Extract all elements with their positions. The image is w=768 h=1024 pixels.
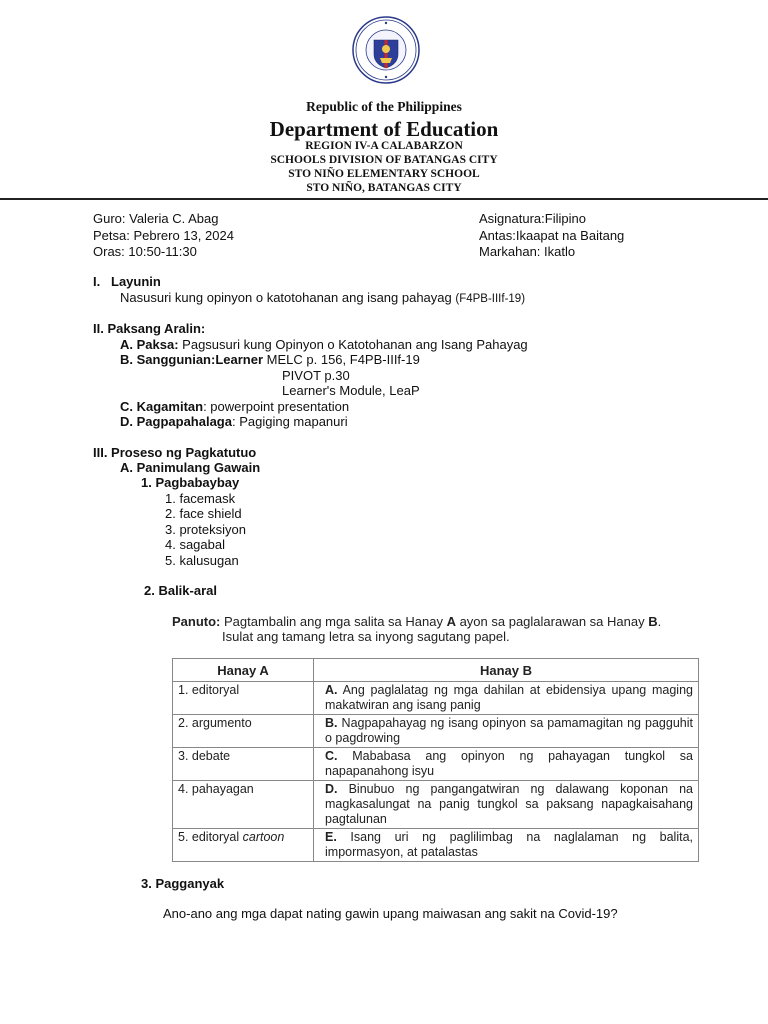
republic-line: Republic of the Philippines <box>306 99 462 114</box>
header-divider <box>0 198 768 200</box>
hanay-a-text: 3. debate <box>178 749 231 763</box>
department-title: Department of Education <box>269 117 499 141</box>
word-item: 3. proteksiyon <box>165 522 246 537</box>
word-item: 5. kalusugan <box>165 553 239 568</box>
table-header-row <box>173 659 699 682</box>
hanay-a-cell <box>173 715 314 748</box>
hanay-b-cell <box>314 715 699 748</box>
objective-text: Nasusuri kung opinyon o katotohanan ang isang pahayag <box>120 290 452 305</box>
paksa-label: A. Paksa: <box>120 337 179 352</box>
deped-seal-icon <box>352 16 420 84</box>
sanggunian-row <box>120 352 420 367</box>
panuto-hanay-b: B <box>648 614 658 629</box>
hanay-a-cell <box>173 748 314 781</box>
panuto-line2: Isulat ang tamang letra sa inyong sagutang papel. <box>222 629 510 644</box>
panimulang-gawain: A. Panimulang Gawain <box>120 460 261 475</box>
hanay-a-text: 1. editoryal <box>178 683 240 697</box>
sanggunian-module: Learner's Module, LeaP <box>282 383 420 398</box>
pagganyak-question: Ano-ano ang mga dapat nating gawin upang maiwasan ang sakit na Covid-19? <box>163 906 618 921</box>
hanay-b-cell <box>314 748 699 781</box>
panuto-text: . <box>657 614 662 629</box>
hanay-a-text: 2. argumento <box>178 716 252 730</box>
sanggunian-label: B. Sanggunian:Learner <box>120 352 264 367</box>
header-hanay-b: Hanay B <box>314 659 699 682</box>
table-row <box>173 748 699 781</box>
hanay-a-cell <box>173 682 314 715</box>
guro-field: Guro: Valeria C. Abag <box>93 211 219 226</box>
address-line: STO NIÑO, BATANGAS CITY <box>306 182 462 194</box>
panuto-hanay-a: A <box>446 614 456 629</box>
hanay-b-letter: A. <box>325 683 338 697</box>
pagpapahalaga-value: : Pagiging mapanuri <box>231 414 348 429</box>
antas-field: Antas:Ikaapat na Baitang <box>479 228 625 243</box>
hanay-b-letter: B. <box>325 716 338 730</box>
markahan-field: Markahan: Ikatlo <box>479 244 576 259</box>
kagamitan-label: C. Kagamitan <box>120 399 204 414</box>
hanay-a-cell <box>173 781 314 829</box>
pagpapahalaga-row <box>120 414 348 429</box>
section1-objective <box>120 290 525 305</box>
hanay-a-italic: cartoon <box>242 830 285 844</box>
section1-number: I. <box>93 274 101 289</box>
matching-table <box>172 658 699 862</box>
hanay-b-text: Binubuo ng pangangatwiran ng dalawang koponan na magkasalungat na panig tungkol sa paksang napagkaisahang pagtalunan <box>325 782 693 826</box>
paksa-row <box>120 337 528 352</box>
table-row <box>173 715 699 748</box>
kagamitan-row <box>120 399 349 414</box>
section2-title: II. Paksang Aralin: <box>93 321 206 336</box>
objective-code: (F4PB-IIIf-19) <box>455 293 526 305</box>
word-item: 4. sagabal <box>165 537 225 552</box>
region-line: REGION IV-A CALABARZON <box>305 140 463 152</box>
hanay-b-text: Isang uri ng paglilimbag na naglalaman ng balita, impormasyon, at patalastas <box>325 830 693 859</box>
hanay-a-text: 5. editoryal <box>178 830 243 844</box>
panuto-label: Panuto: <box>172 614 221 629</box>
asignatura-field: Asignatura:Filipino <box>479 211 586 226</box>
hanay-b-text: Nagpapahayag ng isang opinyon sa pamamagitan ng pagguhit o pagdrowing <box>325 716 693 745</box>
school-line: STO NIÑO ELEMENTARY SCHOOL <box>288 168 480 180</box>
section1-title: Layunin <box>111 274 161 289</box>
panuto-line1 <box>172 614 661 629</box>
hanay-b-text: Mababasa ang opinyon ng pahayagan tungkol sa napapanahong isyu <box>325 749 693 778</box>
table-row <box>173 781 699 829</box>
panuto-text: ayon sa paglalarawan sa Hanay <box>455 614 649 629</box>
pagbabaybay-heading: 1. Pagbabaybay <box>141 475 240 490</box>
petsa-field: Petsa: Pebrero 13, 2024 <box>93 228 234 243</box>
division-line: SCHOOLS DIVISION OF BATANGAS CITY <box>270 154 498 166</box>
section3-title: III. Proseso ng Pagkatutuo <box>93 445 257 460</box>
sanggunian-pivot: PIVOT p.30 <box>282 368 350 383</box>
table-row <box>173 682 699 715</box>
panuto-text: Pagtambalin ang mga salita sa Hanay <box>220 614 447 629</box>
oras-field: Oras: 10:50-11:30 <box>93 244 197 259</box>
hanay-b-cell <box>314 682 699 715</box>
header-hanay-a: Hanay A <box>173 659 314 682</box>
hanay-a-cell <box>173 829 314 862</box>
hanay-b-letter: C. <box>325 749 338 763</box>
word-item: 1. facemask <box>165 491 236 506</box>
kagamitan-value: : powerpoint presentation <box>203 399 350 414</box>
pagganyak-heading: 3. Pagganyak <box>141 876 225 891</box>
sanggunian-value: MELC p. 156, F4PB-IIIf-19 <box>266 352 420 367</box>
hanay-b-cell <box>314 781 699 829</box>
hanay-b-letter: E. <box>325 830 337 844</box>
hanay-b-letter: D. <box>325 782 338 796</box>
pagpapahalaga-label: D. Pagpapahalaga <box>120 414 232 429</box>
hanay-b-text: Ang paglalatag ng mga dahilan at ebidensiya upang maging makatwiran ang isang panig <box>325 683 693 712</box>
word-item: 2. face shield <box>165 506 242 521</box>
balik-aral-heading: 2. Balik-aral <box>144 583 217 598</box>
hanay-a-text: 4. pahayagan <box>178 782 254 796</box>
paksa-value: Pagsusuri kung Opinyon o Katotohanan ang Isang Pahayag <box>182 337 528 352</box>
hanay-b-cell <box>314 829 699 862</box>
table-row <box>173 829 699 862</box>
